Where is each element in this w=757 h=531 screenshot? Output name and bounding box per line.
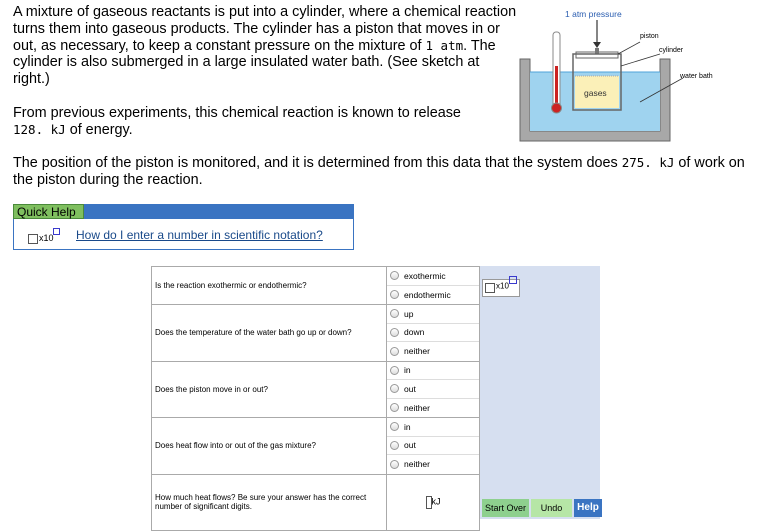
- question-text: Is the reaction exothermic or endothermic?: [152, 267, 387, 305]
- work-text: The position of the piston is monitored, and it is determined from this data that the system does: [13, 155, 618, 171]
- pressure-value: 1 atm: [425, 37, 464, 53]
- radio-icon: [390, 309, 399, 318]
- radio-icon: [390, 271, 399, 280]
- piston-label: piston: [640, 33, 659, 40]
- option-out[interactable]: out: [387, 437, 479, 456]
- scientific-notation-help-link[interactable]: How do I enter a number in scientific notation?: [76, 228, 323, 242]
- question-row: [152, 305, 480, 362]
- radio-icon: [390, 290, 399, 299]
- question-row: [152, 267, 480, 305]
- energy-text-cont: of energy.: [69, 121, 133, 138]
- energy-value: 128. kJ: [13, 121, 66, 137]
- option-neither[interactable]: neither: [387, 342, 479, 361]
- pressure-label: 1 atm pressure: [565, 9, 622, 19]
- quick-help-bar: [13, 204, 354, 219]
- question-table: [151, 266, 480, 531]
- problem-text: A mixture of gaseous reactants is put into a cylinder, where a chemical reaction turns them into gaseous products. The cylinder has a piston that moves in or out, as necessary, to keep a constant pressure on the mixture of: [13, 4, 517, 54]
- radio-icon: [390, 347, 399, 356]
- option-neither[interactable]: neither: [387, 455, 479, 474]
- x10-button[interactable]: x10: [482, 279, 520, 297]
- tool-panel: [480, 266, 600, 519]
- question-text: Does heat flow into or out of the gas mixture?: [152, 418, 387, 475]
- gases-label: gases: [584, 88, 607, 98]
- cylinder-label: cylinder: [659, 47, 684, 54]
- start-over-button[interactable]: Start Over: [482, 499, 529, 517]
- option-neither[interactable]: neither: [387, 399, 479, 418]
- option-down[interactable]: down: [387, 324, 479, 343]
- radio-icon: [390, 422, 399, 431]
- question-row: [152, 361, 480, 418]
- question-text: Does the piston move in or out?: [152, 361, 387, 418]
- help-button[interactable]: Help: [574, 499, 602, 517]
- energy-text: From previous experiments, this chemical reaction is known to release: [13, 105, 461, 121]
- unit-label: kJ: [431, 496, 441, 507]
- option-exothermic[interactable]: exothermic: [387, 267, 479, 286]
- quick-help-title: Quick Help: [13, 204, 84, 219]
- radio-icon: [390, 384, 399, 393]
- work-text-cont: of work on the piston during the reaction.: [13, 155, 745, 188]
- radio-icon: [390, 328, 399, 337]
- work-value: 275. kJ: [621, 155, 675, 170]
- question-text: Does the temperature of the water bath go up or down?: [152, 305, 387, 362]
- option-endothermic[interactable]: endothermic: [387, 286, 479, 305]
- question-text: How much heat flows? Be sure your answer has the correct number of significant digits.: [152, 474, 387, 530]
- option-in[interactable]: in: [387, 418, 479, 437]
- pressure-arrowhead-icon: [593, 42, 601, 48]
- option-out[interactable]: out: [387, 380, 479, 399]
- problem-text-cont: . The cylinder is also submerged in a large insulated water bath. (See sketch at right.): [13, 37, 496, 88]
- question-row: [152, 474, 480, 530]
- radio-icon: [390, 403, 399, 412]
- radio-icon: [390, 441, 399, 450]
- undo-button[interactable]: Undo: [531, 499, 572, 517]
- radio-icon: [390, 460, 399, 469]
- question-row: [152, 418, 480, 475]
- problem-paragraph-3: [13, 155, 748, 189]
- cylinder-sketch: [515, 4, 755, 144]
- option-in[interactable]: in: [387, 362, 479, 381]
- problem-paragraph-1: [13, 4, 518, 88]
- quick-help-x10-icon: x10: [28, 233, 54, 244]
- radio-icon: [390, 366, 399, 375]
- water-bath-label: water bath: [680, 73, 713, 80]
- problem-paragraph-2: [13, 105, 518, 139]
- option-up[interactable]: up: [387, 305, 479, 324]
